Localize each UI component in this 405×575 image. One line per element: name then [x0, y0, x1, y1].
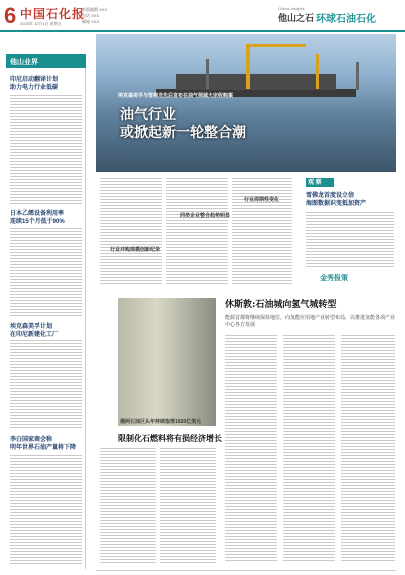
article-text	[10, 455, 82, 565]
article-text	[225, 335, 277, 563]
headline-line-1: 油气行业	[120, 107, 176, 123]
article-text	[100, 448, 156, 563]
article-text	[100, 178, 162, 286]
sidebar-item-title: 日本乙烯设备利用率 连续15个月低于90%	[10, 211, 65, 225]
article-text	[232, 178, 292, 286]
tag-label: 观 察	[308, 180, 322, 186]
sidebar-item-title: 埃克森美孚计划 在印尼新建化工厂	[10, 324, 59, 338]
paper-name: 中国石化报	[20, 7, 86, 21]
feature-photo	[118, 298, 216, 426]
sidebar-head: 他山业界	[6, 54, 86, 68]
section-title: 环球石油石化	[316, 14, 376, 25]
column-logo: 金秀报策	[320, 275, 348, 282]
page-number: 6	[4, 3, 17, 28]
article-text	[166, 178, 231, 286]
subhead: 行业周期性变化	[244, 197, 280, 203]
article-text	[306, 212, 394, 268]
edition-meta: 2023年 12月1日 星期五	[20, 21, 62, 26]
box-title: 雪佛龙首度设立信 海图数据识变抵加资产	[306, 193, 367, 207]
subhead: 同类企业整合趋势明显	[180, 213, 231, 219]
sidebar-item-title: 印尼启动翻译计划 助力电力行业低碳	[10, 77, 59, 91]
article-text	[160, 448, 216, 563]
article-text	[10, 340, 82, 430]
article-text	[10, 228, 82, 318]
article-headline: 限制化石燃料将有损经济增长	[118, 433, 222, 443]
subhead: 行业并购规模创新纪录	[110, 247, 161, 253]
sidebar-item-title: 李白国家商会称 明年世界石油产量将下降	[10, 437, 77, 451]
article-text	[283, 335, 335, 563]
contact-info: 本版编辑 XXX 电话 XXX 邮箱 XXX	[82, 7, 108, 24]
divider	[96, 570, 396, 571]
headline-line-2: 或掀起新一轮整合潮	[120, 125, 246, 141]
photo-caption: 埃克森美孚与雪佛龙先后宣布在油气领域大宗收购案	[118, 93, 234, 99]
photo-caption: 俄两石油巨头年持续取得1920亿美元	[120, 419, 202, 425]
feature-headline: 休斯敦:石油城向氢气城转型	[225, 300, 337, 310]
article-text	[10, 95, 82, 205]
article-text	[341, 335, 395, 563]
masthead	[0, 0, 405, 32]
lead-photo	[96, 34, 396, 172]
brand-label: Global Insights 他山之石	[278, 6, 315, 23]
feature-lede: 能源首都将继续保持地位，向氢能应用地产业转型布局，以推进氢能各项产业中心各方发展	[225, 315, 396, 328]
